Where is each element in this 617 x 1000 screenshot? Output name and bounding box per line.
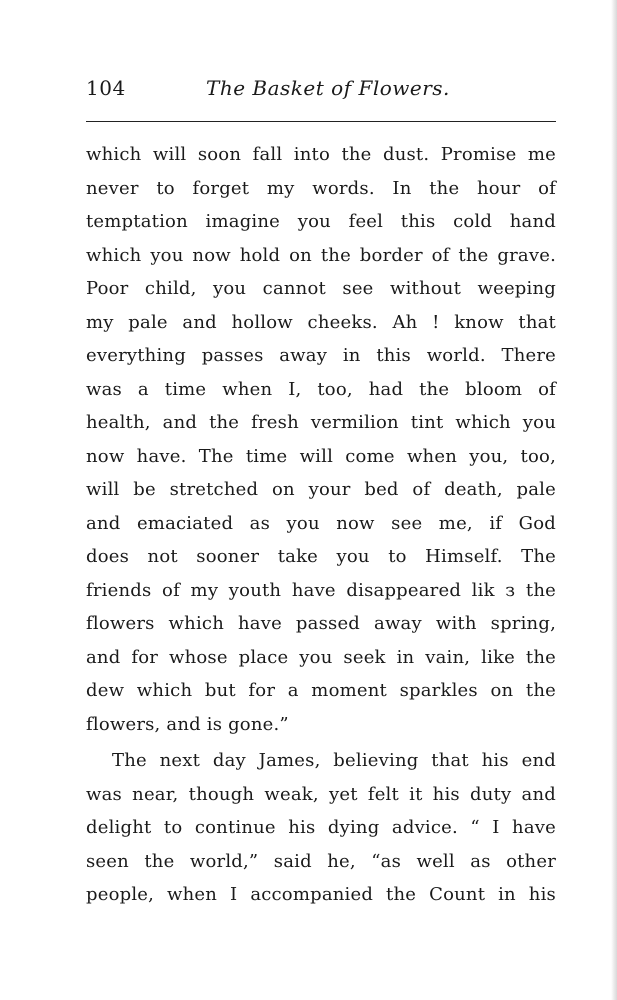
text-line: people, when I accompanied the Count in his bbox=[86, 884, 556, 905]
text-line: delight to continue his dying advice. “ I have bbox=[86, 817, 556, 838]
text-line: flowers, and is gone.” bbox=[86, 713, 289, 735]
text-line: was a time when I, too, had the bloom of bbox=[86, 378, 556, 400]
text-line: which you now hold on the border of the grave. bbox=[86, 244, 556, 266]
text-line: was near, though weak, yet felt it his duty and bbox=[86, 783, 556, 805]
paragraph-2 bbox=[86, 744, 556, 912]
text-line: flowers which have passed away with spring, bbox=[86, 613, 556, 634]
text-line: health, and the fresh vermilion tint which you bbox=[86, 412, 556, 433]
text-line: seen the world,” said he, “as well as other bbox=[86, 850, 556, 872]
page-edge-shadow bbox=[611, 0, 617, 1000]
text-line: everything passes away in this world. There bbox=[86, 345, 556, 366]
text-line: will be stretched on your bed of death, pale bbox=[86, 479, 556, 500]
page-number: 104 bbox=[86, 76, 126, 100]
text-line: temptation imagine you feel this cold hand bbox=[86, 211, 556, 232]
text-line: now have. The time will come when you, too, bbox=[86, 445, 556, 467]
running-header bbox=[86, 76, 556, 110]
running-title: The Basket of Flowers. bbox=[206, 76, 450, 100]
text-line: friends of my youth have disappeared lik з the bbox=[86, 579, 556, 601]
text-line: which will soon fall into the dust. Promise me bbox=[86, 144, 556, 165]
text-line: never to forget my words. In the hour of bbox=[86, 177, 556, 199]
text-line: The next day James, believing that his end bbox=[112, 750, 556, 771]
text-line: does not sooner take you to Himself. The bbox=[86, 546, 556, 567]
header-rule bbox=[86, 121, 556, 122]
text-line: dew which but for a moment sparkles on the bbox=[86, 680, 556, 701]
text-line: and emaciated as you now see me, if God bbox=[86, 512, 556, 534]
body-text bbox=[86, 138, 556, 912]
paragraph-1 bbox=[86, 138, 556, 741]
text-line: Poor child, you cannot see without weeping bbox=[86, 278, 556, 299]
text-line: and for whose place you seek in vain, like the bbox=[86, 646, 556, 668]
text-line: my pale and hollow cheeks. Ah ! know that bbox=[86, 311, 556, 333]
